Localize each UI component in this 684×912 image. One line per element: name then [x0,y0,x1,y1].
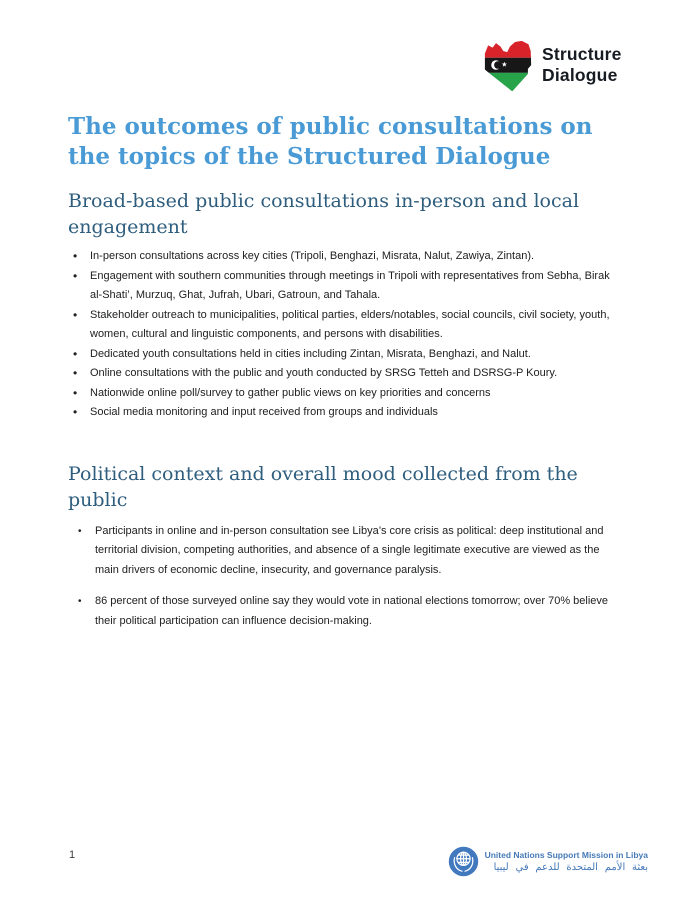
page-number: 1 [69,849,76,861]
section-heading: Broad-based public consultations in-person and local engagement [68,190,580,238]
page-title-line: The outcomes of public consultations on [68,113,593,140]
bullet-item: • Social media monitoring and input received from groups and individuals [68,403,616,423]
brand-wordmark [542,44,622,86]
section-public-consultations [68,188,616,423]
bullet-item: • Participants in online and in-person consultation see Libya’s core crisis as political: deep institutional and territorial division, competing authorities, and absence of a single legitimate executive are viewed as the main drivers of economic decline, insecurity, and governance paralysis. [68,522,616,581]
section-political-context [68,461,616,632]
page-title-line: the topics of the Structured Dialogue [68,143,551,170]
brand-wordmark-line2: Dialogue [542,65,618,85]
bullet-item: • Engagement with southern communities through meetings in Tripoli with representatives from Sebha, Birak al-Shati’, Murzuq, Ghat, Jufrah, Ubari, Gatroun, and Tahala. [68,267,616,306]
bullet-item: • Dedicated youth consultations held in cities including Zintan, Misrata, Benghazi, and Nalut. [68,345,616,365]
bullet-list [68,247,616,423]
libya-flag-map-icon [477,37,534,93]
mission-name: United Nations Support Mission in Libya [484,849,648,860]
bullet-item: • 86 percent of those surveyed online say they would vote in national elections tomorrow; over 70% believe their political participation can influence decision-making. [68,592,616,631]
unsmil-wordmark [485,850,648,874]
bullet-item: • Stakeholder outreach to municipalities, political parties, elders/notables, social councils, civil society, youth, women, cultural and linguistic components, and persons with disabilities. [68,306,616,345]
un-emblem-icon [448,846,479,877]
brand-wordmark-line1: Structure [542,44,622,64]
bullet-item: • Online consultations with the public and youth conducted by SRSG Tetteh and DSRSG-P Koury. [68,364,616,384]
document-body [68,112,616,643]
bullet-item: • Nationwide online poll/survey to gather public views on key priorities and concerns [68,384,616,404]
bullet-item: • In-person consultations across key cities (Tripoli, Benghazi, Misrata, Nalut, Zawiya, Zintan). [68,247,616,267]
section-heading: Political context and overall mood collected from the public [68,462,578,511]
mission-name-arabic: بعثة الأمم المتحدة للدعم في ليبيا [493,861,648,873]
structure-dialogue-logo [477,37,622,93]
unsmil-logo [448,846,648,877]
page-title [68,112,616,172]
bullet-list [68,522,616,632]
